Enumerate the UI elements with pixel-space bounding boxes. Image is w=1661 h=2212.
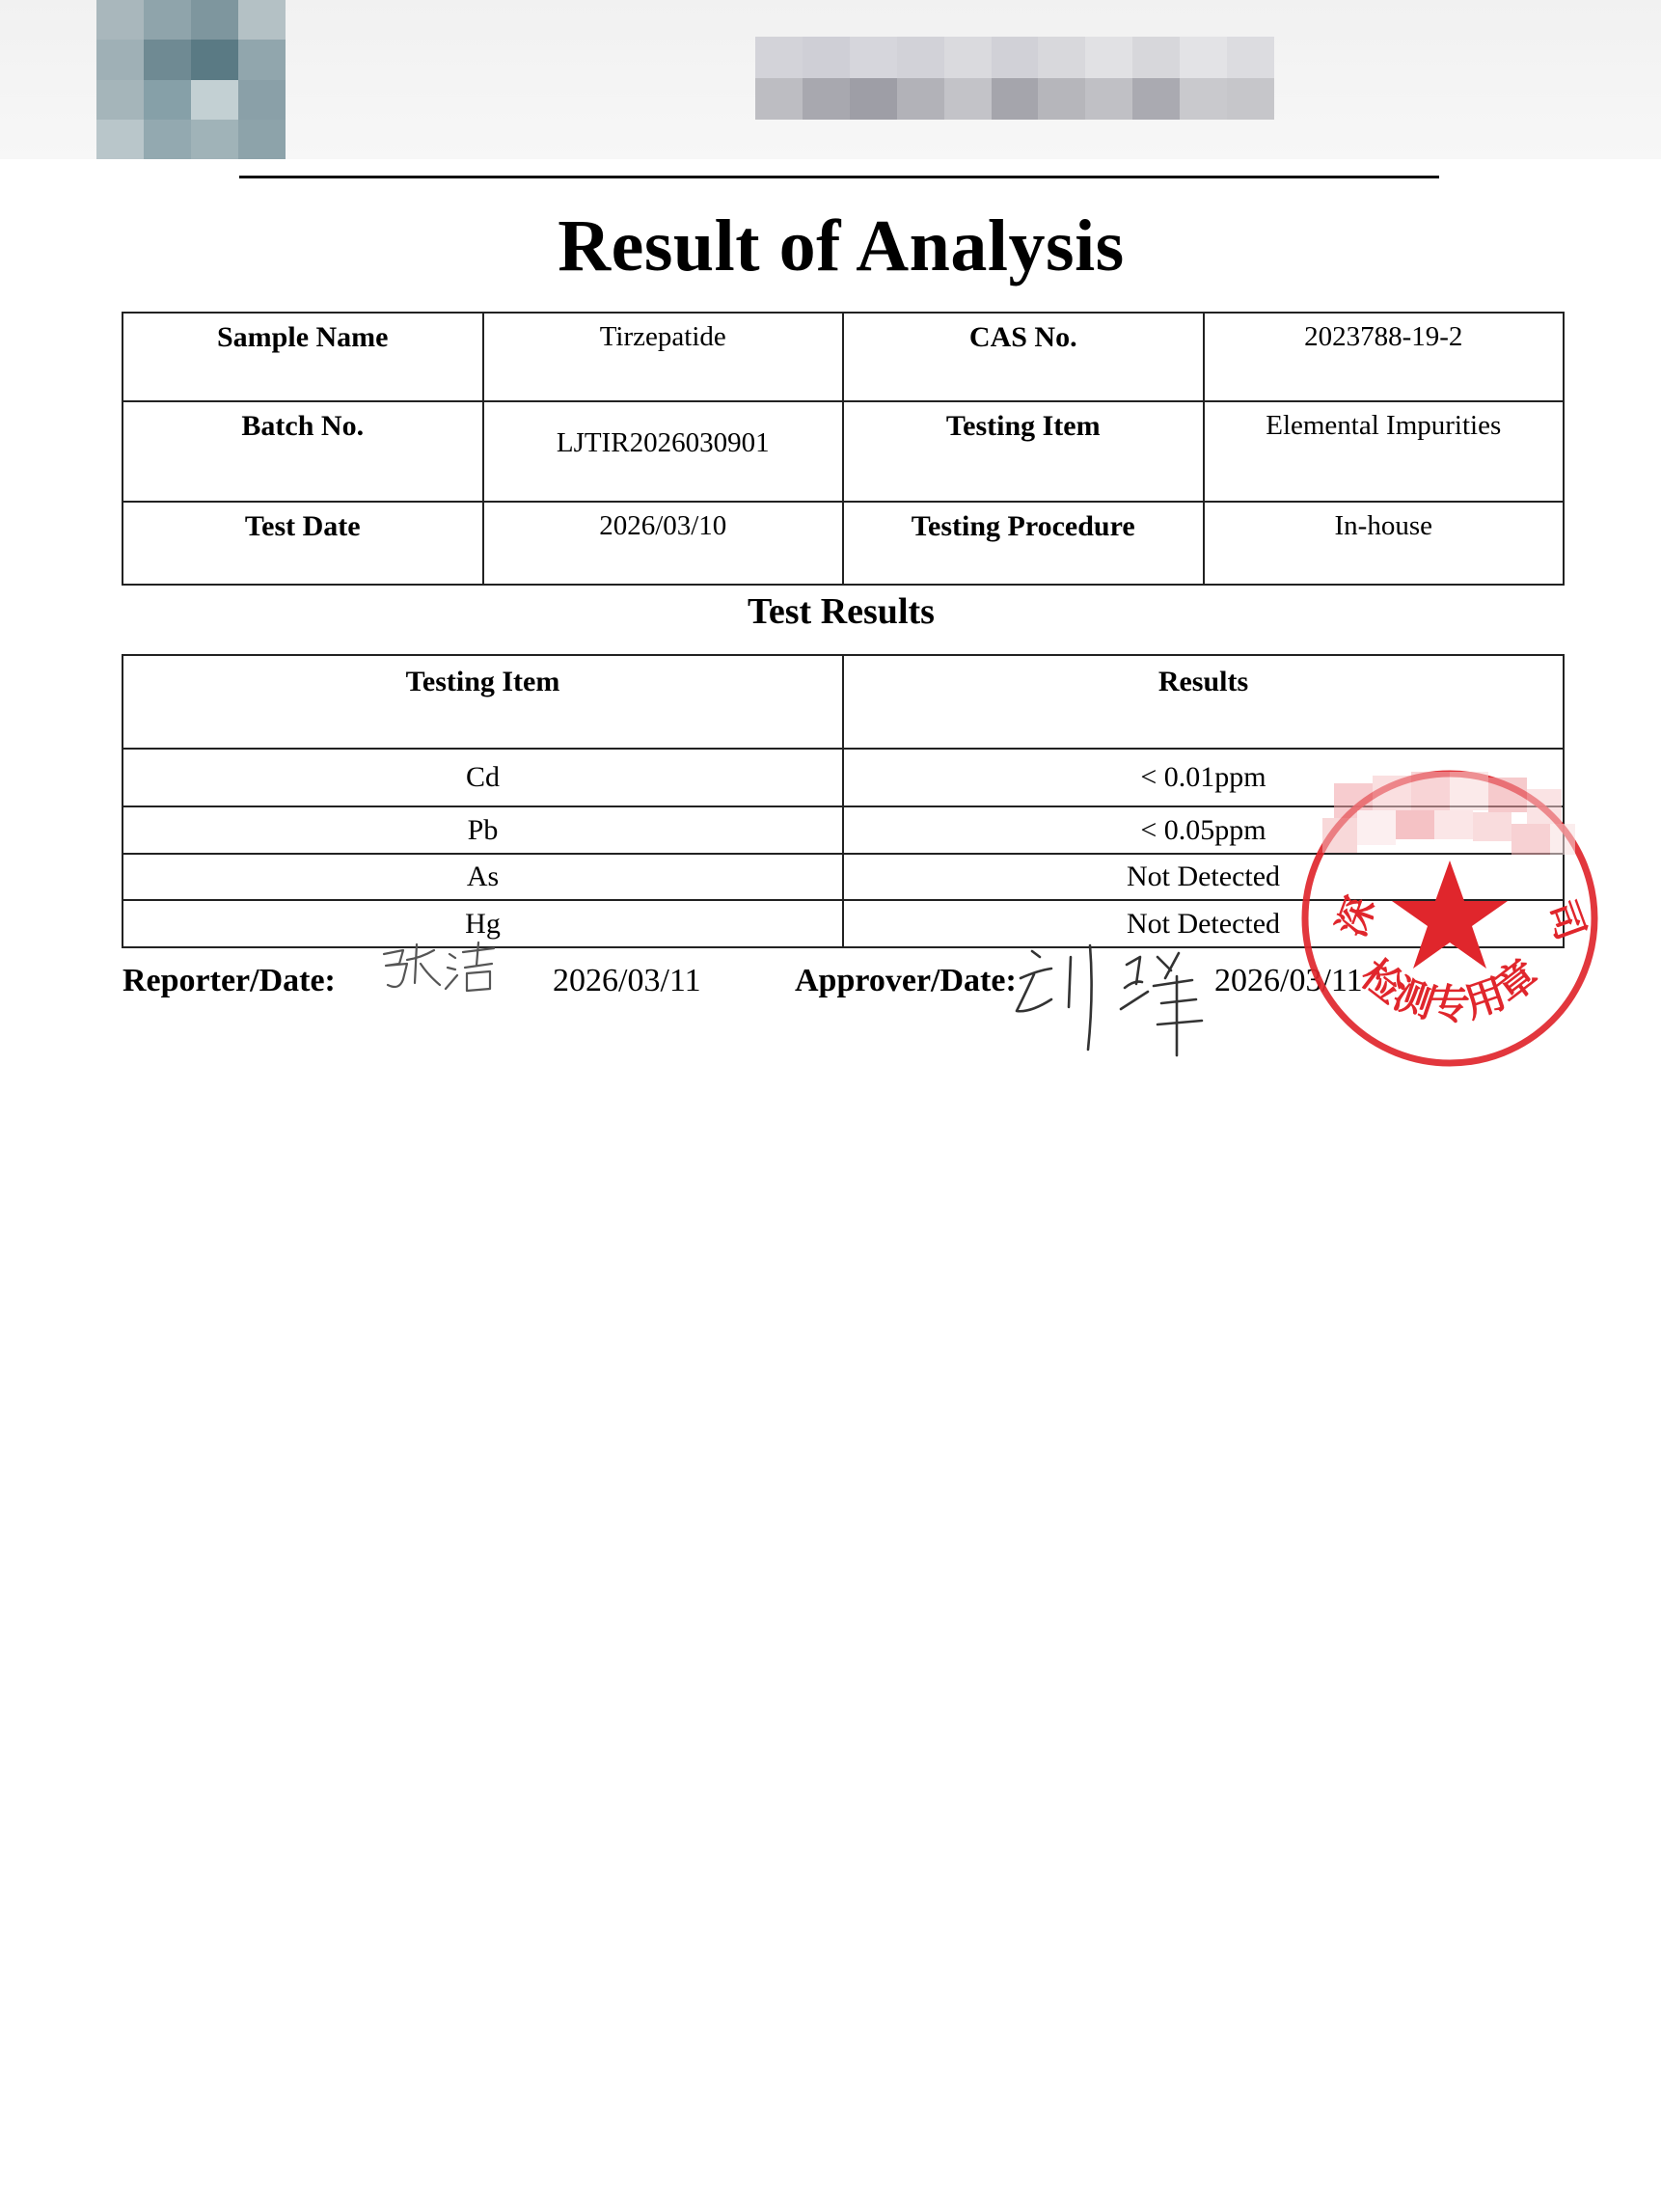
header-divider: [239, 176, 1439, 178]
official-seal: [1295, 764, 1604, 1073]
result-cell: < 0.05ppm: [843, 806, 1564, 854]
info-row: [123, 401, 1564, 502]
seal-text-left: 深: [1329, 890, 1385, 943]
approver-label: Approver/Date:: [795, 963, 1017, 998]
element-cell: Hg: [123, 900, 843, 947]
element-cell: Cd: [123, 749, 843, 806]
cas-value: 2023788-19-2: [1204, 313, 1565, 401]
sample-name-value: Tirzepatide: [483, 313, 844, 401]
letterhead-band: [0, 0, 1661, 159]
company-logo: [96, 0, 286, 159]
sample-info-table: [122, 312, 1565, 586]
col-testing-item: Testing Item: [123, 655, 843, 749]
sample-name-label: Sample Name: [123, 313, 483, 401]
document-title: Result of Analysis: [558, 205, 1125, 287]
seal-text: 检测专用章: [1352, 949, 1547, 1028]
batch-value: LJTIR2026030901: [483, 401, 844, 502]
results-header-row: [123, 655, 1564, 749]
test-date-label: Test Date: [123, 502, 483, 585]
result-cell: Not Detected: [843, 854, 1564, 900]
seal-text-right: 司: [1538, 894, 1593, 946]
reporter-label: Reporter/Date:: [123, 963, 336, 998]
element-cell: Pb: [123, 806, 843, 854]
results-heading: Test Results: [748, 591, 935, 632]
info-row: [123, 313, 1564, 401]
testing-item-value: Elemental Impurities: [1204, 401, 1565, 502]
test-date-value: 2026/03/10: [483, 502, 844, 585]
info-row: [123, 502, 1564, 585]
approver-date: 2026/03/11: [1214, 963, 1363, 998]
procedure-label: Testing Procedure: [843, 502, 1204, 585]
result-cell: Not Detected: [843, 900, 1564, 947]
reporter-date: 2026/03/11: [553, 963, 701, 998]
cas-label: CAS No.: [843, 313, 1204, 401]
element-cell: As: [123, 854, 843, 900]
col-results: Results: [843, 655, 1564, 749]
approver-signature: [1013, 936, 1235, 1061]
reporter-signature: [378, 941, 504, 998]
testing-item-label: Testing Item: [843, 401, 1204, 502]
result-cell: < 0.01ppm: [843, 749, 1564, 806]
batch-label: Batch No.: [123, 401, 483, 502]
company-name-blurred: [755, 37, 1274, 120]
procedure-value: In-house: [1204, 502, 1565, 585]
